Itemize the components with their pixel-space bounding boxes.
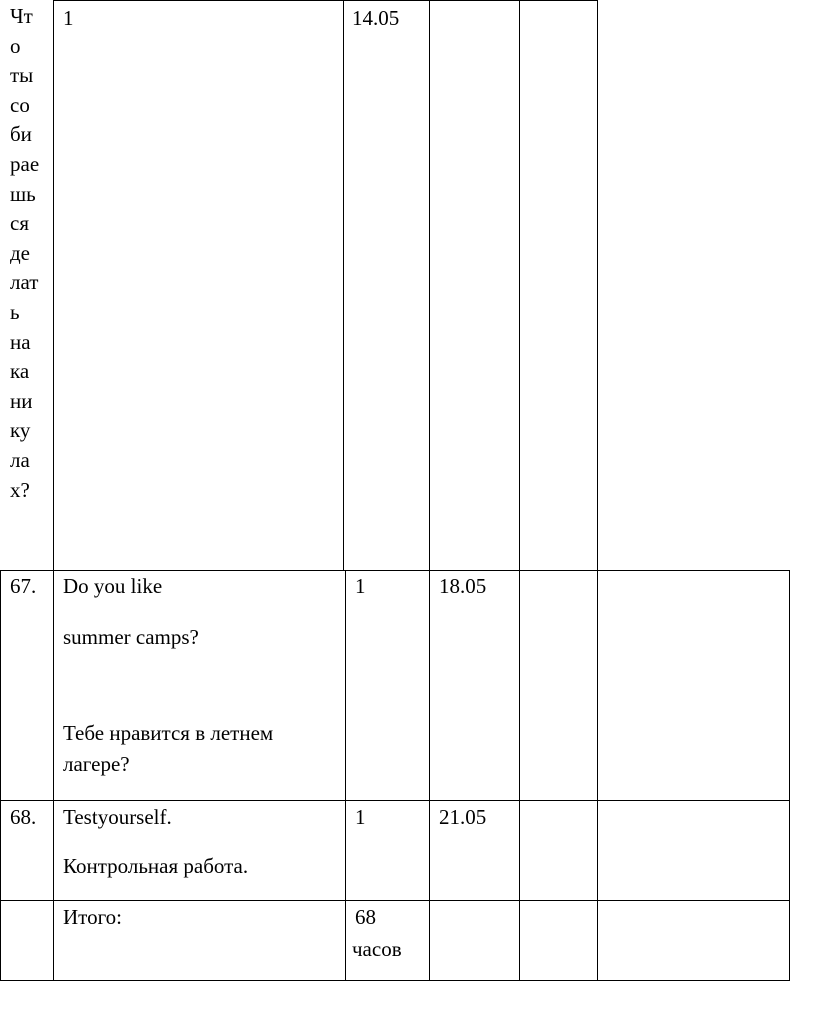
hours-cell: 1	[63, 6, 74, 30]
table-border	[429, 570, 430, 980]
date-cell: 21.05	[439, 805, 487, 829]
hours-cell: 1	[355, 574, 366, 598]
lesson-title-ru: Контрольная работа.	[63, 854, 249, 878]
table-border	[343, 0, 344, 570]
total-hours-unit: часов	[352, 937, 402, 961]
table-border	[0, 570, 1, 981]
lesson-title-vertical: Чт о ты со би рае шь ся де лат ь на ка ни ку ла х?	[10, 4, 40, 502]
date-cell: 14.05	[352, 6, 400, 30]
table-border	[597, 0, 598, 980]
lesson-title-en: Testyourself.	[63, 805, 172, 829]
table-border	[53, 0, 597, 1]
row-number: 68.	[10, 805, 37, 829]
table-border	[789, 570, 790, 981]
table-border	[0, 800, 790, 801]
total-hours: 68	[355, 905, 376, 929]
table-border	[0, 980, 790, 981]
lesson-title-en: Do you like	[63, 574, 163, 598]
table-border	[0, 900, 790, 901]
lesson-title-ru: Тебе нравится в летнем лагере?	[63, 721, 274, 776]
table-border	[429, 0, 430, 570]
date-cell: 18.05	[439, 574, 487, 598]
hours-cell: 1	[355, 805, 366, 829]
total-label: Итого:	[63, 905, 122, 929]
row-number: 67.	[10, 574, 37, 598]
table-border	[0, 570, 790, 571]
table-border	[53, 0, 54, 980]
table-border	[519, 0, 520, 980]
lesson-title-en: summer camps?	[63, 625, 199, 649]
table-border	[345, 570, 346, 980]
